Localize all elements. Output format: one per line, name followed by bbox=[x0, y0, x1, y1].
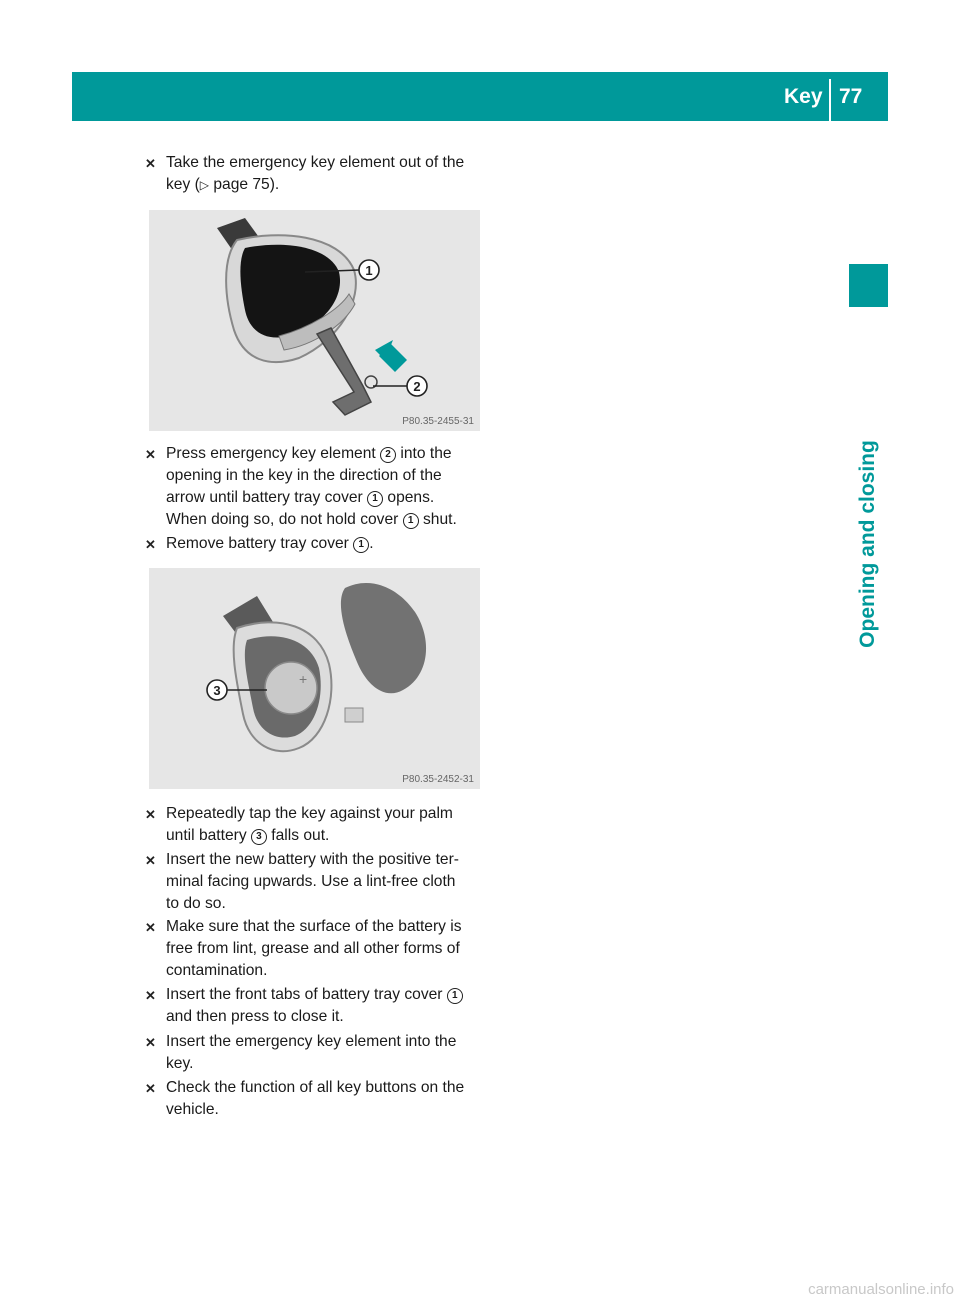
figure-battery-removal bbox=[149, 568, 480, 789]
header-divider bbox=[829, 79, 831, 121]
callout-1: 1 bbox=[365, 263, 373, 278]
step-text: Press emergency key element 2 into the opening in the key in the direction of the arrow until battery tray cover 1 opens. When doing so, do not hold cover 1 shut. bbox=[166, 445, 457, 528]
step-text: Check the function of all key buttons on the vehicle. bbox=[166, 1079, 465, 1118]
callout-ref-1: 1 bbox=[447, 988, 463, 1004]
step-tap-key bbox=[145, 803, 485, 847]
figure-code: P80.35-2455-31 bbox=[402, 416, 474, 427]
step-arrow-icon: ✕ bbox=[145, 156, 156, 171]
step-arrow-icon: ✕ bbox=[145, 920, 156, 935]
figure-code: P80.35-2452-31 bbox=[402, 774, 474, 785]
footer-watermark[interactable]: carmanualsonline.info bbox=[808, 1281, 954, 1298]
header-title: Key bbox=[784, 85, 823, 108]
step-arrow-icon: ✕ bbox=[145, 1035, 156, 1050]
step-close-cover bbox=[145, 984, 485, 1028]
step-check-battery-surface bbox=[145, 916, 485, 982]
step-check-function bbox=[145, 1077, 485, 1121]
step-take-out-key bbox=[145, 152, 485, 196]
side-tab-label: Opening and closing bbox=[856, 440, 879, 648]
step-text: Remove battery tray cover 1 . bbox=[166, 535, 374, 552]
step-arrow-icon: ✕ bbox=[145, 807, 156, 822]
step-text: Take the emergency key element out of the key (▷ page 75). bbox=[166, 154, 465, 193]
step-text: Insert the emergency key element into the key. bbox=[166, 1033, 457, 1072]
side-tab-block bbox=[849, 264, 888, 307]
callout-2: 2 bbox=[413, 379, 421, 394]
callout-3: 3 bbox=[213, 683, 221, 698]
step-arrow-icon: ✕ bbox=[145, 1081, 156, 1096]
callout-ref-3: 3 bbox=[251, 829, 267, 845]
step-press-key-element bbox=[145, 443, 485, 531]
battery-illustration bbox=[149, 568, 480, 789]
step-text: Insert the front tabs of battery tray cover 1 and then press to close it. bbox=[166, 984, 485, 1028]
step-arrow-icon: ✕ bbox=[145, 537, 156, 552]
callout-ref-1: 1 bbox=[353, 537, 369, 553]
step-text: Repeatedly tap the key against your palm until battery 3 falls out. bbox=[166, 805, 453, 844]
callout-ref-2: 2 bbox=[380, 447, 396, 463]
step-text: Insert the new battery with the positive ter- minal facing upwards. Use a lint-free cloth to do so. bbox=[166, 851, 459, 912]
svg-text:+: + bbox=[299, 671, 308, 687]
key-illustration bbox=[149, 210, 480, 431]
callout-ref-1: 1 bbox=[367, 491, 383, 507]
figure-key-emergency-element bbox=[149, 210, 480, 431]
step-remove-cover bbox=[145, 533, 485, 555]
page-ref-link[interactable]: page 75). bbox=[209, 176, 280, 193]
header-bar bbox=[72, 72, 888, 121]
step-text: Make sure that the surface of the battery is free from lint, grease and all other forms of contamination. bbox=[166, 918, 462, 979]
step-insert-battery bbox=[145, 849, 485, 915]
step-arrow-icon: ✕ bbox=[145, 447, 156, 462]
callout-ref-1: 1 bbox=[403, 513, 419, 529]
step-arrow-icon: ✕ bbox=[145, 853, 156, 868]
step-arrow-icon: ✕ bbox=[145, 988, 156, 1003]
step-insert-emergency-key bbox=[145, 1031, 485, 1075]
page-number: 77 bbox=[839, 85, 863, 108]
page-ref-icon: ▷ bbox=[199, 178, 210, 192]
